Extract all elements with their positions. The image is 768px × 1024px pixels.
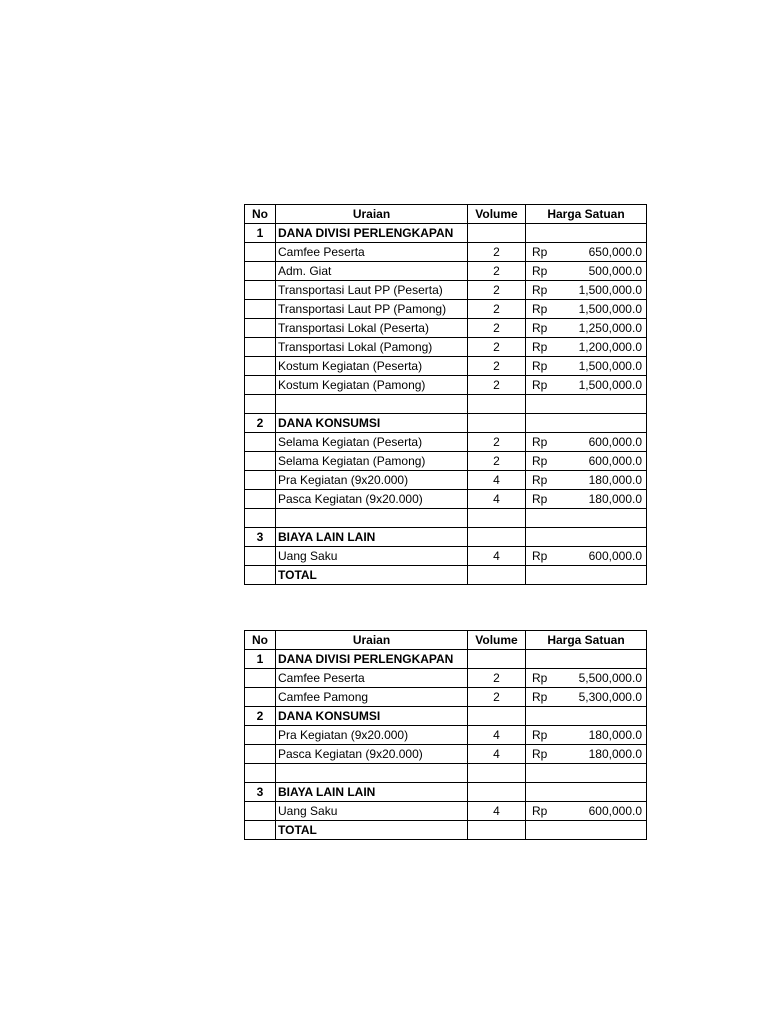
row-number-cell bbox=[245, 547, 276, 566]
uraian-cell: Pasca Kegiatan (9x20.000) bbox=[276, 745, 468, 764]
volume-cell bbox=[468, 821, 526, 840]
volume-cell: 2 bbox=[468, 281, 526, 300]
harga-satuan-cell bbox=[526, 528, 647, 547]
uraian-cell bbox=[276, 764, 468, 783]
table-row bbox=[245, 357, 647, 376]
price-amount: 600,000.0 bbox=[588, 435, 642, 449]
price-wrapper bbox=[528, 281, 644, 299]
harga-satuan-cell bbox=[526, 688, 647, 707]
currency-label: Rp bbox=[532, 283, 548, 297]
table-row bbox=[245, 319, 647, 338]
row-number-cell: 1 bbox=[245, 224, 276, 243]
table-row bbox=[245, 300, 647, 319]
currency-label: Rp bbox=[532, 492, 548, 506]
uraian-cell bbox=[276, 395, 468, 414]
uraian-cell: Kostum Kegiatan (Pamong) bbox=[276, 376, 468, 395]
uraian-cell: Uang Saku bbox=[276, 802, 468, 821]
total-row bbox=[245, 566, 647, 585]
currency-label: Rp bbox=[532, 359, 548, 373]
currency-label: Rp bbox=[532, 321, 548, 335]
harga-satuan-cell bbox=[526, 566, 647, 585]
currency-label: Rp bbox=[532, 473, 548, 487]
volume-cell: 2 bbox=[468, 338, 526, 357]
row-number-cell bbox=[245, 509, 276, 528]
uraian-cell: Kostum Kegiatan (Peserta) bbox=[276, 357, 468, 376]
volume-cell: 2 bbox=[468, 433, 526, 452]
uraian-cell: TOTAL bbox=[276, 566, 468, 585]
price-amount: 5,300,000.0 bbox=[578, 690, 642, 704]
table-row bbox=[245, 376, 647, 395]
uraian-cell: Adm. Giat bbox=[276, 262, 468, 281]
budget-table-2-body bbox=[245, 650, 647, 840]
table-row bbox=[245, 281, 647, 300]
row-number-cell bbox=[245, 745, 276, 764]
row-number-cell bbox=[245, 300, 276, 319]
price-wrapper bbox=[528, 300, 644, 318]
table-row bbox=[245, 490, 647, 509]
row-number-cell bbox=[245, 688, 276, 707]
volume-cell: 4 bbox=[468, 802, 526, 821]
row-number-cell bbox=[245, 433, 276, 452]
price-wrapper bbox=[528, 338, 644, 356]
uraian-cell bbox=[276, 509, 468, 528]
uraian-cell: DANA DIVISI PERLENGKAPAN bbox=[276, 224, 468, 243]
header-harga-satuan: Harga Satuan bbox=[526, 631, 647, 650]
row-number-cell bbox=[245, 669, 276, 688]
harga-satuan-cell bbox=[526, 300, 647, 319]
uraian-cell: Pasca Kegiatan (9x20.000) bbox=[276, 490, 468, 509]
harga-satuan-cell bbox=[526, 821, 647, 840]
price-amount: 180,000.0 bbox=[588, 728, 642, 742]
table-row bbox=[245, 669, 647, 688]
price-wrapper bbox=[528, 452, 644, 470]
price-amount: 500,000.0 bbox=[588, 264, 642, 278]
currency-label: Rp bbox=[532, 378, 548, 392]
row-number-cell: 2 bbox=[245, 414, 276, 433]
section-row bbox=[245, 528, 647, 547]
blank-row bbox=[245, 509, 647, 528]
table-row bbox=[245, 338, 647, 357]
uraian-cell: Camfee Pamong bbox=[276, 688, 468, 707]
uraian-cell: Selama Kegiatan (Peserta) bbox=[276, 433, 468, 452]
currency-label: Rp bbox=[532, 340, 548, 354]
uraian-cell: Pra Kegiatan (9x20.000) bbox=[276, 471, 468, 490]
volume-cell: 2 bbox=[468, 688, 526, 707]
price-amount: 1,500,000.0 bbox=[578, 378, 642, 392]
table-row bbox=[245, 688, 647, 707]
price-wrapper bbox=[528, 490, 644, 508]
harga-satuan-cell bbox=[526, 376, 647, 395]
harga-satuan-cell bbox=[526, 452, 647, 471]
currency-label: Rp bbox=[532, 264, 548, 278]
row-number-cell bbox=[245, 490, 276, 509]
harga-satuan-cell bbox=[526, 395, 647, 414]
currency-label: Rp bbox=[532, 728, 548, 742]
section-row bbox=[245, 707, 647, 726]
uraian-cell: Transportasi Laut PP (Pamong) bbox=[276, 300, 468, 319]
budget-table-1-body bbox=[245, 224, 647, 585]
volume-cell: 2 bbox=[468, 357, 526, 376]
harga-satuan-cell bbox=[526, 745, 647, 764]
volume-cell: 4 bbox=[468, 490, 526, 509]
row-number-cell: 3 bbox=[245, 783, 276, 802]
price-wrapper bbox=[528, 726, 644, 744]
price-amount: 1,200,000.0 bbox=[578, 340, 642, 354]
volume-cell: 4 bbox=[468, 726, 526, 745]
table-row bbox=[245, 745, 647, 764]
header-uraian: Uraian bbox=[276, 205, 468, 224]
header-no: No bbox=[245, 631, 276, 650]
harga-satuan-cell bbox=[526, 802, 647, 821]
table-row bbox=[245, 452, 647, 471]
price-wrapper bbox=[528, 243, 644, 261]
uraian-cell: Camfee Peserta bbox=[276, 243, 468, 262]
header-no: No bbox=[245, 205, 276, 224]
uraian-cell: Transportasi Lokal (Peserta) bbox=[276, 319, 468, 338]
harga-satuan-cell bbox=[526, 414, 647, 433]
uraian-cell: Camfee Peserta bbox=[276, 669, 468, 688]
volume-cell bbox=[468, 528, 526, 547]
volume-cell bbox=[468, 509, 526, 528]
row-number-cell bbox=[245, 764, 276, 783]
row-number-cell bbox=[245, 319, 276, 338]
row-number-cell bbox=[245, 802, 276, 821]
row-number-cell bbox=[245, 452, 276, 471]
price-amount: 180,000.0 bbox=[588, 492, 642, 506]
currency-label: Rp bbox=[532, 747, 548, 761]
harga-satuan-cell bbox=[526, 490, 647, 509]
row-number-cell bbox=[245, 338, 276, 357]
total-row bbox=[245, 821, 647, 840]
volume-cell: 4 bbox=[468, 745, 526, 764]
volume-cell: 2 bbox=[468, 452, 526, 471]
table-row bbox=[245, 547, 647, 566]
budget-table-1 bbox=[244, 204, 647, 585]
section-row bbox=[245, 650, 647, 669]
harga-satuan-cell bbox=[526, 243, 647, 262]
currency-label: Rp bbox=[532, 302, 548, 316]
row-number-cell bbox=[245, 262, 276, 281]
row-number-cell bbox=[245, 471, 276, 490]
volume-cell: 2 bbox=[468, 669, 526, 688]
volume-cell bbox=[468, 707, 526, 726]
price-wrapper bbox=[528, 688, 644, 706]
price-amount: 1,500,000.0 bbox=[578, 302, 642, 316]
currency-label: Rp bbox=[532, 435, 548, 449]
price-wrapper bbox=[528, 802, 644, 820]
header-volume: Volume bbox=[468, 631, 526, 650]
row-number-cell bbox=[245, 376, 276, 395]
harga-satuan-cell bbox=[526, 433, 647, 452]
row-number-cell bbox=[245, 243, 276, 262]
volume-cell: 2 bbox=[468, 243, 526, 262]
harga-satuan-cell bbox=[526, 338, 647, 357]
currency-label: Rp bbox=[532, 690, 548, 704]
volume-cell: 2 bbox=[468, 300, 526, 319]
price-wrapper bbox=[528, 262, 644, 280]
row-number-cell bbox=[245, 566, 276, 585]
price-amount: 1,500,000.0 bbox=[578, 359, 642, 373]
uraian-cell: Transportasi Lokal (Pamong) bbox=[276, 338, 468, 357]
harga-satuan-cell bbox=[526, 669, 647, 688]
row-number-cell bbox=[245, 726, 276, 745]
uraian-cell: Transportasi Laut PP (Peserta) bbox=[276, 281, 468, 300]
section-row bbox=[245, 783, 647, 802]
price-wrapper bbox=[528, 357, 644, 375]
price-amount: 5,500,000.0 bbox=[578, 671, 642, 685]
table-row bbox=[245, 262, 647, 281]
table-row bbox=[245, 726, 647, 745]
uraian-cell: BIAYA LAIN LAIN bbox=[276, 528, 468, 547]
currency-label: Rp bbox=[532, 671, 548, 685]
volume-cell bbox=[468, 395, 526, 414]
volume-cell bbox=[468, 224, 526, 243]
table-row bbox=[245, 802, 647, 821]
table-row bbox=[245, 243, 647, 262]
currency-label: Rp bbox=[532, 804, 548, 818]
uraian-cell: DANA KONSUMSI bbox=[276, 707, 468, 726]
harga-satuan-cell bbox=[526, 650, 647, 669]
table-header-row bbox=[245, 205, 647, 224]
currency-label: Rp bbox=[532, 549, 548, 563]
currency-label: Rp bbox=[532, 454, 548, 468]
harga-satuan-cell bbox=[526, 281, 647, 300]
price-wrapper bbox=[528, 471, 644, 489]
harga-satuan-cell bbox=[526, 357, 647, 376]
volume-cell bbox=[468, 414, 526, 433]
header-volume: Volume bbox=[468, 205, 526, 224]
price-amount: 180,000.0 bbox=[588, 747, 642, 761]
volume-cell: 2 bbox=[468, 376, 526, 395]
price-amount: 1,500,000.0 bbox=[578, 283, 642, 297]
harga-satuan-cell bbox=[526, 707, 647, 726]
uraian-cell: DANA DIVISI PERLENGKAPAN bbox=[276, 650, 468, 669]
price-wrapper bbox=[528, 547, 644, 565]
volume-cell: 2 bbox=[468, 262, 526, 281]
blank-row bbox=[245, 764, 647, 783]
price-amount: 600,000.0 bbox=[588, 804, 642, 818]
volume-cell: 2 bbox=[468, 319, 526, 338]
header-harga-satuan: Harga Satuan bbox=[526, 205, 647, 224]
price-wrapper bbox=[528, 433, 644, 451]
blank-row bbox=[245, 395, 647, 414]
table-row bbox=[245, 471, 647, 490]
section-row bbox=[245, 414, 647, 433]
price-amount: 600,000.0 bbox=[588, 454, 642, 468]
price-wrapper bbox=[528, 669, 644, 687]
price-wrapper bbox=[528, 376, 644, 394]
uraian-cell: Selama Kegiatan (Pamong) bbox=[276, 452, 468, 471]
harga-satuan-cell bbox=[526, 764, 647, 783]
harga-satuan-cell bbox=[526, 224, 647, 243]
uraian-cell: DANA KONSUMSI bbox=[276, 414, 468, 433]
volume-cell: 4 bbox=[468, 471, 526, 490]
volume-cell bbox=[468, 764, 526, 783]
section-row bbox=[245, 224, 647, 243]
price-amount: 600,000.0 bbox=[588, 549, 642, 563]
harga-satuan-cell bbox=[526, 262, 647, 281]
row-number-cell: 3 bbox=[245, 528, 276, 547]
currency-label: Rp bbox=[532, 245, 548, 259]
volume-cell bbox=[468, 650, 526, 669]
table-header-row bbox=[245, 631, 647, 650]
volume-cell bbox=[468, 566, 526, 585]
harga-satuan-cell bbox=[526, 726, 647, 745]
harga-satuan-cell bbox=[526, 471, 647, 490]
header-uraian: Uraian bbox=[276, 631, 468, 650]
harga-satuan-cell bbox=[526, 319, 647, 338]
uraian-cell: TOTAL bbox=[276, 821, 468, 840]
table-row bbox=[245, 433, 647, 452]
row-number-cell bbox=[245, 357, 276, 376]
price-wrapper bbox=[528, 745, 644, 763]
volume-cell bbox=[468, 783, 526, 802]
uraian-cell: Uang Saku bbox=[276, 547, 468, 566]
uraian-cell: BIAYA LAIN LAIN bbox=[276, 783, 468, 802]
price-amount: 650,000.0 bbox=[588, 245, 642, 259]
harga-satuan-cell bbox=[526, 547, 647, 566]
price-amount: 1,250,000.0 bbox=[578, 321, 642, 335]
row-number-cell bbox=[245, 281, 276, 300]
row-number-cell: 2 bbox=[245, 707, 276, 726]
harga-satuan-cell bbox=[526, 509, 647, 528]
price-wrapper bbox=[528, 319, 644, 337]
harga-satuan-cell bbox=[526, 783, 647, 802]
row-number-cell: 1 bbox=[245, 650, 276, 669]
uraian-cell: Pra Kegiatan (9x20.000) bbox=[276, 726, 468, 745]
row-number-cell bbox=[245, 821, 276, 840]
price-amount: 180,000.0 bbox=[588, 473, 642, 487]
row-number-cell bbox=[245, 395, 276, 414]
budget-table-2 bbox=[244, 630, 647, 840]
volume-cell: 4 bbox=[468, 547, 526, 566]
